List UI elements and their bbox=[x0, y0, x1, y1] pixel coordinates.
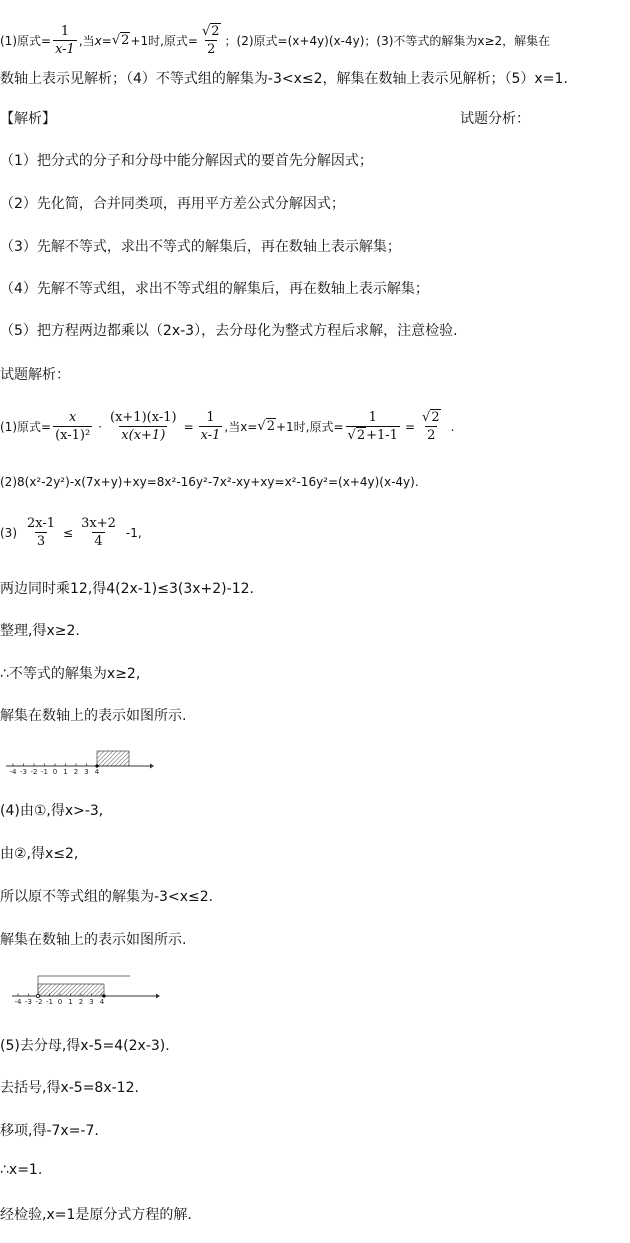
answer-sqrt: √2 bbox=[111, 33, 130, 48]
axis-arrow bbox=[156, 994, 160, 999]
tick-label: -4 bbox=[14, 998, 22, 1006]
answer-fraction-1: $\frac{1}{x-1}$ bbox=[55, 24, 75, 57]
s1-fraction-e: $\frac{√2}{2}$ bbox=[422, 410, 440, 443]
answer-part1-mid: +1时,原式= bbox=[130, 34, 198, 48]
tick-label: 2 bbox=[78, 998, 84, 1006]
analysis-item: （1）把分式的分子和分母中能分解因式的要首先分解因式； bbox=[0, 153, 373, 169]
answer-fraction-2: $\frac{√2}{2}$ bbox=[201, 24, 220, 57]
number-line-1 bbox=[4, 745, 154, 775]
analysis-heading: 试题分析： bbox=[460, 111, 530, 127]
solution-1: (1)原式= $\frac{x}{\text{(x-1)²}}$ · $\frac{(x+1)(x-1)}{x(x+1)}$ = $\frac{1}{x-1}$ ,当x= √2 +1时,原式= $\frac{1}{√2+1-1}$ = $\frac{√2}{2}$ . bbox=[0, 410, 455, 443]
tick-label: 0 bbox=[52, 768, 58, 775]
step4-line: 所以原不等式组的解集为-3<x≤2. bbox=[0, 889, 214, 905]
tick-label: 2 bbox=[73, 768, 79, 775]
step5-line: 移项,得-7x=-7. bbox=[0, 1123, 99, 1139]
solution-heading: 试题解析： bbox=[0, 367, 70, 383]
s1-fraction-b: $\frac{(x+1)(x-1)}{x(x+1)}$ bbox=[110, 410, 177, 443]
step4-line: 解集在数轴上的表示如图所示. bbox=[0, 932, 187, 948]
tick-label: -3 bbox=[20, 768, 27, 775]
answer-line-2: 数轴上表示见解析；（4）不等式组的解集为-3<x≤2，解集在数轴上表示见解析；（5）x=1. bbox=[0, 71, 568, 87]
axis-arrow bbox=[150, 764, 154, 769]
tick-label: -2 bbox=[30, 768, 38, 775]
answer-part1-prefix: (1)原式= bbox=[0, 34, 52, 48]
tick-label: 4 bbox=[94, 768, 100, 775]
analysis-item: （5）把方程两边都乘以（2x-3），去分母化为整式方程后求解，注意检验. bbox=[0, 323, 458, 339]
number-line-2 bbox=[10, 970, 162, 1008]
step5-line: (5)去分母,得x-5=4(2x-3). bbox=[0, 1038, 170, 1054]
jiexi-heading: 【解析】 bbox=[0, 111, 56, 127]
step5-line: 去括号,得x-5=8x-12. bbox=[0, 1080, 139, 1096]
solution-2: (2)8(x²-2y²)-x(7x+y)+xy=8x²-16y²-7x²-xy+xy=x²-16y²=(x+4y)(x-4y). bbox=[0, 475, 419, 489]
tick-label: 1 bbox=[68, 998, 73, 1006]
tick-label: -1 bbox=[46, 998, 53, 1006]
step3-line: 两边同时乘12,得4(2x-1)≤3(3x+2)-12. bbox=[0, 581, 254, 597]
answer-line-1 bbox=[0, 24, 550, 57]
s1-fraction-a: $\frac{x}{\text{(x-1)²}}$ bbox=[55, 410, 91, 443]
analysis-item: （3）先解不等式，求出不等式的解集后，再在数轴上表示解集； bbox=[0, 239, 401, 255]
step3-line: ∴不等式的解集为x≥2, bbox=[0, 666, 141, 682]
s3-fraction-a: $\frac{2x-1}{3}$ bbox=[27, 516, 56, 549]
step3-line: 解集在数轴上的表示如图所示. bbox=[0, 708, 187, 724]
analysis-item: （4）先解不等式组，求出不等式组的解集后，再在数轴上表示解集； bbox=[0, 281, 429, 297]
step5-line: 经检验,x=1是原分式方程的解. bbox=[0, 1207, 192, 1223]
solution-3: (3) $\frac{2x-1}{3}$ ≤ $\frac{3x+2}{4}$ -1, bbox=[0, 516, 142, 549]
tick-label: 4 bbox=[99, 998, 105, 1006]
tick-label: 3 bbox=[84, 768, 89, 775]
tick-label: -2 bbox=[35, 998, 43, 1006]
step5-line: ∴x=1. bbox=[0, 1162, 43, 1178]
s1-fraction-d: $\frac{1}{√2+1-1}$ bbox=[347, 410, 398, 443]
solution-region bbox=[97, 751, 129, 766]
analysis-item: （2）先化简，合并同类项，再用平方差公式分解因式； bbox=[0, 196, 345, 212]
tick-label: -3 bbox=[25, 998, 32, 1006]
tick-label: -1 bbox=[41, 768, 48, 775]
s1-fraction-c: $\frac{1}{x-1}$ bbox=[200, 410, 221, 443]
solution-region bbox=[38, 984, 104, 996]
answer-when-text: ,当 bbox=[78, 34, 95, 48]
tick-label: 0 bbox=[57, 998, 63, 1006]
tick-label: 3 bbox=[89, 998, 94, 1006]
step4-line: (4)由①,得x>-3, bbox=[0, 803, 104, 819]
step4-line: 由②,得x≤2, bbox=[0, 846, 79, 862]
s3-fraction-b: $\frac{3x+2}{4}$ bbox=[81, 516, 116, 549]
tick-label: -4 bbox=[9, 768, 17, 775]
step3-line: 整理,得x≥2. bbox=[0, 623, 80, 639]
answer-x-eq: x= bbox=[94, 33, 112, 48]
answer-part2: ；(2)原式=(x+4y)(x-4y)；(3)不等式的解集为x≥2，解集在 bbox=[224, 34, 551, 48]
tick-label: 1 bbox=[63, 768, 68, 775]
